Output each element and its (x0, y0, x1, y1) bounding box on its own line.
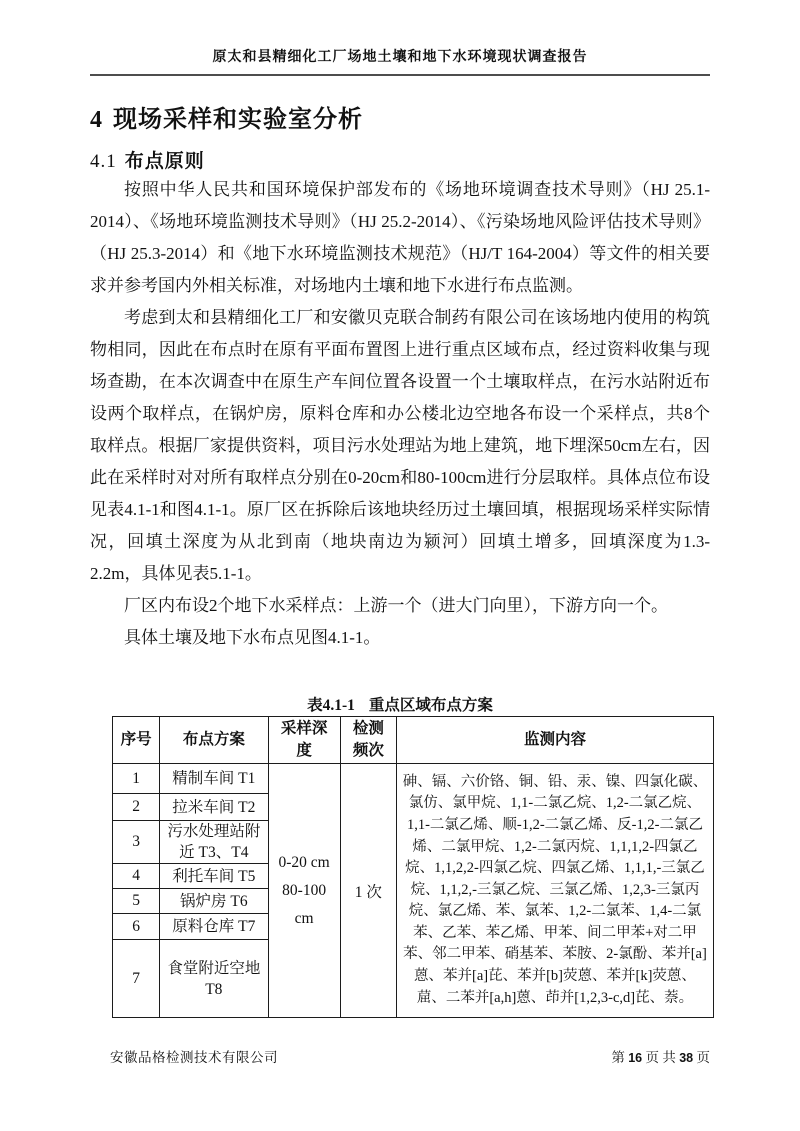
row-number-cell: 2 (113, 794, 160, 821)
table-caption-label: 表4.1-1 (307, 697, 355, 714)
row-number-cell: 5 (113, 889, 160, 914)
paragraph-1: 按照中华人民共和国环境保护部发布的《场地环境调查技术导则》（HJ 25.1-2014）、《场地环境监测技术导则》（HJ 25.2-2014）、《污染场地风险评估技术导则》（HJ 25.3-2014）和《地下水环境监测技术规范》（HJ/T 164-2004）等文件的相关要求并参考国内外相关标准，对场地内土壤和地下水进行布点监测。 (90, 180, 710, 295)
footer-page-middle: 页 共 (645, 1050, 676, 1065)
table-header-row (113, 717, 714, 764)
frequency-cell: 1 次 (340, 764, 396, 1018)
plan-cell: 精制车间 T1 (160, 764, 268, 794)
plan-cell: 食堂附近空地 T8 (160, 940, 268, 1018)
footer-company: 安徽品格检测技术有限公司 (110, 1050, 278, 1065)
chapter-number: 4 (90, 107, 103, 133)
body-paragraphs (90, 174, 710, 654)
header-cell-no: 序号 (113, 717, 160, 764)
header-cell-frequency: 检测频次 (340, 717, 396, 764)
footer-page-suffix: 页 (696, 1050, 710, 1065)
footer-page-info (611, 1046, 710, 1066)
header-title: 原太和县精细化工厂场地土壤和地下水环境现状调查报告 (212, 50, 588, 65)
header-cell-plan: 布点方案 (160, 717, 268, 764)
running-header (90, 46, 710, 76)
footer-page-prefix: 第 (611, 1050, 625, 1065)
row-number-cell: 4 (113, 864, 160, 889)
plan-cell: 拉米车间 T2 (160, 794, 268, 821)
plan-cell: 原料仓库 T7 (160, 914, 268, 940)
table-row (113, 764, 714, 794)
chapter-title: 现场采样和实验室分析 (113, 106, 363, 133)
section-heading (90, 146, 205, 173)
section-number: 4.1 (90, 151, 117, 172)
table-caption (90, 693, 710, 715)
row-number-cell: 3 (113, 821, 160, 864)
chapter-heading (90, 99, 363, 134)
header-cell-depth: 采样深度 (268, 717, 340, 764)
section-title: 布点原则 (124, 151, 205, 172)
row-number-cell: 1 (113, 764, 160, 794)
table-caption-title: 重点区域布点方案 (368, 697, 493, 714)
sampling-plan-table (112, 716, 714, 1018)
plan-cell: 锅炉房 T6 (160, 889, 268, 914)
plan-cell: 利托车间 T5 (160, 864, 268, 889)
footer-page-total: 38 (679, 1051, 694, 1065)
paragraph-3: 厂区内布设2个地下水采样点：上游一个（进大门向里），下游方向一个。 (124, 596, 668, 615)
row-number-cell: 6 (113, 914, 160, 940)
footer-page-number: 16 (628, 1051, 643, 1065)
paragraph-4: 具体土壤及地下水布点见图4.1-1。 (124, 628, 381, 647)
page-footer (90, 1046, 710, 1066)
header-cell-content: 监测内容 (396, 717, 713, 764)
depth-cell: 0-20 cm 80-100 cm (268, 764, 340, 1018)
content-cell: 砷、镉、六价铬、铜、铅、汞、镍、四氯化碳、氯仿、氯甲烷、1,1-二氯乙烷、1,2-二氯乙烷、1,1-二氯乙烯、顺-1,2-二氯乙烯、反-1,2-二氯乙烯、二氯甲烷、1,2-二氯丙烷、1,1,1,2-四氯乙烷、1,1,2,2-四氯乙烷、四氯乙烯、1,1,1,-三氯乙烷、1,1,2,-三氯乙烷、三氯乙烯、1,2,3-三氯丙烷、氯乙烯、苯、氯苯、1,2-二氯苯、1,4-二氯苯、乙苯、苯乙烯、甲苯、间二甲苯+对二甲苯、邻二甲苯、硝基苯、苯胺、2-氯酚、苯并[a]蒽、苯并[a]芘、苯并[b]荧蒽、苯并[k]荧蒽、䓛、二苯并[a,h]蒽、茚并[1,2,3-c,d]芘、萘。 (396, 764, 713, 1018)
paragraph-2: 考虑到太和县精细化工厂和安徽贝克联合制药有限公司在该场地内使用的构筑物相同，因此在布点时在原有平面布置图上进行重点区域布点，经过资料收集与现场查勘，在本次调查中在原生产车间位置各设置一个土壤取样点，在污水站附近布设两个取样点，在锅炉房，原料仓库和办公楼北边空地各布设一个采样点，共8个取样点。根据厂家提供资料，项目污水处理站为地上建筑，地下埋深50cm左右，因此在采样时对对所有取样点分别在0-20cm和80-100cm进行分层取样。具体点位布设见表4.1-1和图4.1-1。原厂区在拆除后该地块经历过土壤回填，根据现场采样实际情况，回填土深度为从北到南（地块南边为颍河）回填土增多，回填深度为1.3-2.2m，具体见表5.1-1。 (90, 308, 710, 583)
plan-cell: 污水处理站附近 T3、T4 (160, 821, 268, 864)
row-number-cell: 7 (113, 940, 160, 1018)
